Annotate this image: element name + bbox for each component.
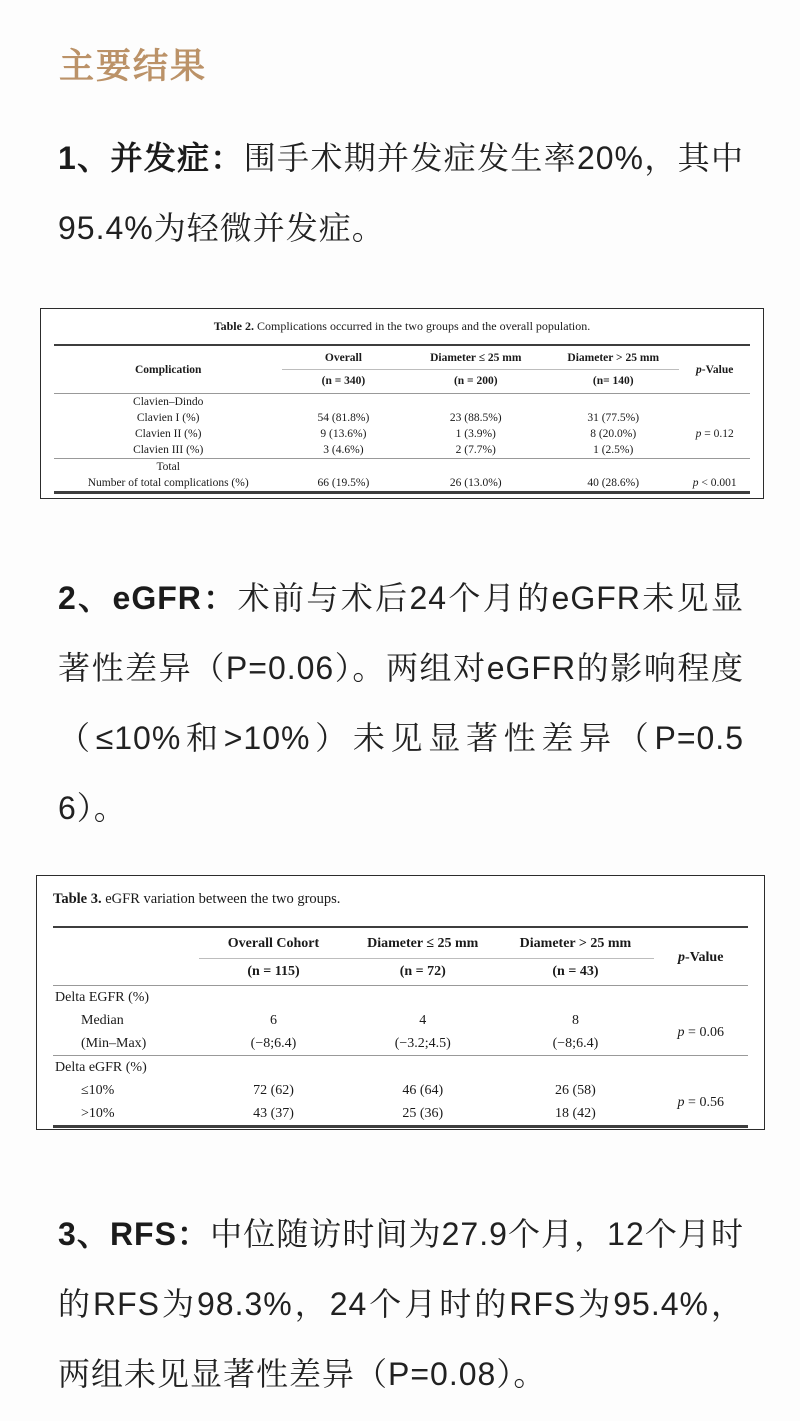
empty-cell (348, 1056, 497, 1080)
table-row (53, 1056, 748, 1080)
cell-gt25: 31 (77.5%) (587, 412, 640, 424)
cell-pvalue (654, 1079, 749, 1127)
table-row (54, 426, 750, 442)
cell-pvalue (654, 1009, 749, 1056)
cell-le25: 4 (419, 1013, 427, 1028)
empty-cell (404, 459, 547, 476)
cell-pvalue (679, 410, 750, 459)
empty-cell (679, 459, 750, 476)
cell-overall: 3 (4.6%) (323, 444, 364, 456)
paragraph-body: 中位随访时间为27.9个月，12个月时的RFS为98.3%，24个月时的RFS为95.4%，两组未见显著性差异（P=0.08）。 (58, 1216, 744, 1392)
cell-overall: 6 (269, 1013, 277, 1028)
empty-cell (497, 1056, 653, 1080)
cell-pvalue (679, 475, 750, 493)
cell-le25: 2 (7.7%) (455, 444, 496, 456)
table-row (53, 1102, 748, 1127)
p-value: = 0.06 (684, 1024, 724, 1040)
cell-overall: (−8;6.4) (250, 1036, 297, 1051)
p-symbol: p (677, 1024, 685, 1040)
cell-gt25: 26 (58) (555, 1083, 596, 1098)
p-value: = 0.56 (684, 1094, 724, 1110)
table2-caption (54, 319, 750, 334)
paragraph-lead: 2、eGFR： (58, 580, 238, 616)
paragraph-body: 围手术期并发症发生率20%，其中95.4%为轻微并发症。 (58, 140, 744, 246)
column-header-le25: Diameter ≤ 25 mm (348, 927, 497, 959)
n-le25: (n = 72) (399, 964, 446, 979)
p-symbol: p (678, 949, 686, 965)
table-row (54, 475, 750, 493)
cell-le25: 26 (13.0%) (449, 477, 502, 489)
table-row (54, 394, 750, 411)
empty-cell (348, 986, 497, 1010)
cell-le25: (−3.2;4.5) (394, 1036, 451, 1051)
empty-cell (282, 394, 404, 411)
table2 (54, 344, 750, 494)
table3-caption-text: eGFR variation between the two groups. (101, 891, 341, 907)
table2-total-section (54, 459, 750, 493)
p-symbol: p (695, 428, 702, 440)
column-header-blank (53, 927, 199, 986)
table3-delta-egfr-threshold-section (53, 1056, 748, 1127)
cell-gt25: 1 (2.5%) (593, 444, 634, 456)
table-row (54, 442, 750, 459)
cell-gt25: 8 (20.0%) (590, 428, 637, 440)
table3-egfr-variation (36, 875, 765, 1130)
row-label: Clavien I (%) (136, 412, 200, 424)
empty-cell (547, 459, 679, 476)
row-label: Median (81, 1013, 124, 1028)
p-symbol: p (696, 364, 702, 376)
empty-cell (199, 986, 348, 1010)
table2-caption-text: Complications occurred in the two groups and the overall population. (253, 319, 591, 333)
row-label: Clavien II (%) (134, 428, 202, 440)
n-gt25: (n = 43) (552, 964, 599, 979)
n-overall: (n = 115) (247, 964, 300, 979)
table2-clavien-section (54, 394, 750, 459)
column-header-overall-cohort: Overall Cohort (199, 927, 348, 959)
cell-gt25: (−8;6.4) (552, 1036, 599, 1051)
n-gt25: (n= 140) (592, 375, 634, 387)
empty-cell (404, 394, 547, 411)
table3-header (53, 927, 748, 986)
column-header-gt25: Diameter > 25 mm (497, 927, 653, 959)
p-label: -Value (701, 364, 734, 376)
table2-header (54, 345, 750, 394)
empty-cell (654, 1056, 749, 1080)
column-header-overall: Overall (282, 345, 404, 370)
empty-cell (547, 394, 679, 411)
cell-overall: 72 (62) (253, 1083, 294, 1098)
table-row (53, 1079, 748, 1102)
page-title: 主要结果 (59, 46, 208, 87)
table3-delta-egfr-median-section (53, 986, 748, 1056)
cell-gt25: 40 (28.6%) (587, 477, 640, 489)
table-row (54, 459, 750, 476)
row-label: (Min–Max) (81, 1036, 147, 1051)
table3-caption (53, 890, 748, 908)
p-symbol: p (677, 1094, 685, 1110)
column-header-complication: Complication (134, 364, 202, 376)
table-row (53, 1009, 748, 1032)
cell-overall: 54 (81.8%) (317, 412, 370, 424)
n-overall: (n = 340) (321, 375, 366, 387)
empty-cell (497, 986, 653, 1010)
table-row (54, 410, 750, 426)
empty-cell (199, 1056, 348, 1080)
paragraph-lead: 3、RFS： (58, 1216, 211, 1252)
cell-le25: 25 (36) (402, 1106, 444, 1121)
column-header-pvalue (654, 927, 749, 986)
table2-caption-label: Table 2. (213, 319, 254, 333)
p-symbol: p (692, 477, 699, 489)
empty-cell (282, 459, 404, 476)
row-label: ≤10% (81, 1083, 115, 1098)
empty-cell (679, 394, 750, 411)
row-group-title: Delta eGFR (%) (55, 1060, 147, 1075)
cell-overall: 66 (19.5%) (317, 477, 370, 489)
table-row (53, 986, 748, 1010)
paragraph-body: 术前与术后24个月的eGFR未见显著性差异（P=0.06）。两组对eGFR的影响程度（≤10%和>10%）未见显著性差异（P=0.56）。 (58, 580, 744, 826)
column-header-gt25: Diameter > 25 mm (547, 345, 679, 370)
row-label: Number of total complications (%) (87, 477, 249, 489)
cell-le25: 46 (64) (402, 1083, 444, 1098)
cell-le25: 23 (88.5%) (449, 412, 502, 424)
n-le25: (n = 200) (453, 375, 498, 387)
row-group-title: Total (156, 461, 180, 473)
cell-gt25: 18 (42) (555, 1106, 596, 1121)
cell-overall: 43 (37) (253, 1106, 294, 1121)
column-header-pvalue (679, 345, 750, 394)
row-group-title: Delta EGFR (%) (55, 990, 150, 1005)
table2-complications (40, 308, 764, 499)
table-row (53, 1032, 748, 1056)
p-value: = 0.12 (701, 428, 734, 440)
paragraph-lead: 1、并发症： (58, 140, 244, 176)
table3 (53, 926, 748, 1128)
cell-gt25: 8 (571, 1013, 579, 1028)
paragraph-complications (58, 123, 744, 263)
row-group-title: Clavien–Dindo (133, 396, 204, 408)
cell-le25: 1 (3.9%) (455, 428, 496, 440)
cell-overall: 9 (13.6%) (320, 428, 367, 440)
empty-cell (654, 986, 749, 1010)
row-label: Clavien III (%) (133, 444, 204, 456)
p-label: -Value (685, 949, 724, 965)
table3-caption-label: Table 3. (53, 891, 102, 907)
paragraph-rfs (58, 1199, 744, 1409)
paragraph-egfr (58, 563, 744, 843)
p-value: < 0.001 (698, 477, 737, 489)
column-header-le25: Diameter ≤ 25 mm (404, 345, 547, 370)
row-label: >10% (81, 1106, 115, 1121)
